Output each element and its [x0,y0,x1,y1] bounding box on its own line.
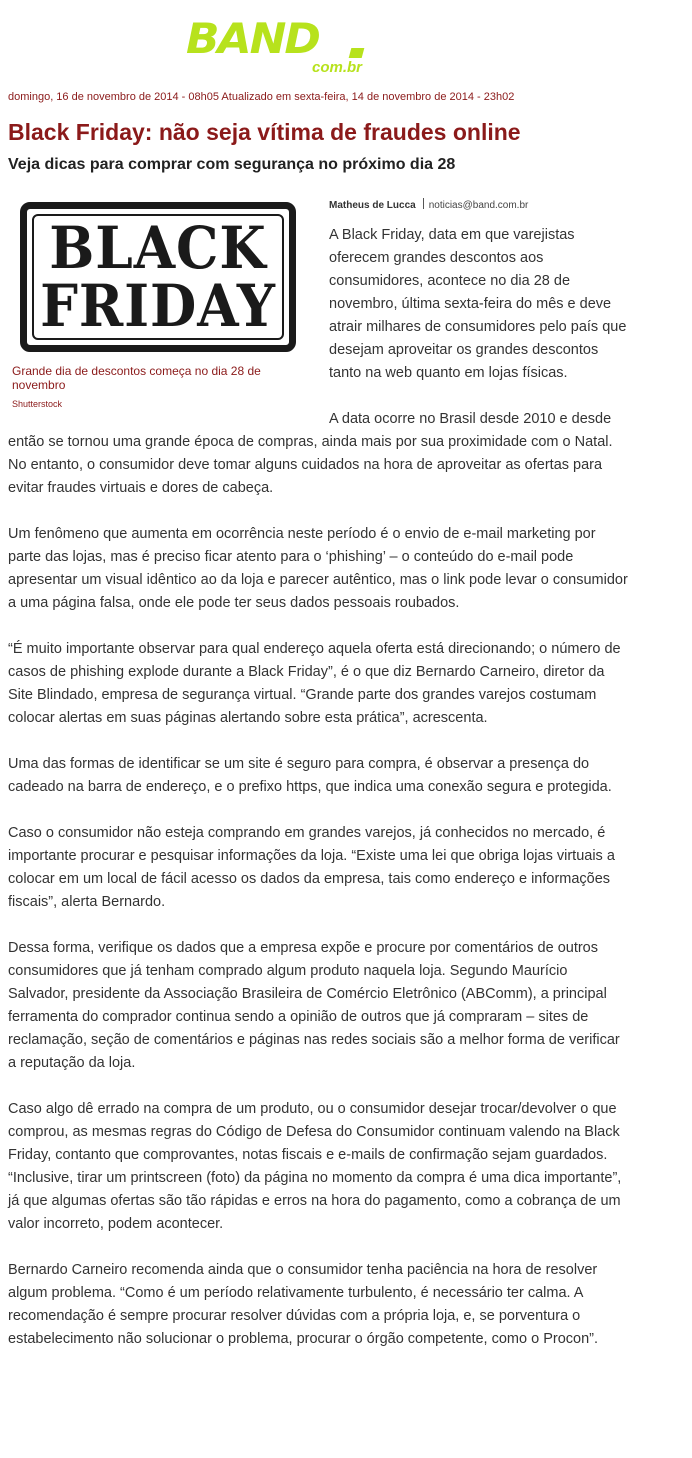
byline [329,198,528,212]
article-paragraph-6: Caso o consumidor não esteja comprando em grandes varejos, já conhecidos no mercado, é importante procurar e pesquisar informações da loja. “Existe uma lei que obriga lojas virtuais a colocar em um local de fácil acesso os dados da empresa, tais como endereço e informações fiscais”, alerta Bernardo. [8,825,615,910]
band-logo[interactable] [186,15,386,78]
article-paragraph-2: A data ocorre no Brasil desde 2010 e desde então se tornou uma grande época de compras, ainda mais por sua proximidade com o Natal. No entanto, o consumidor deve tomar alguns cuidados na hora de aproveitar as ofertas para evitar fraudes virtuais e dores de cabeça. [8,411,613,496]
stamp-text-friday: FRIDAY [40,272,276,340]
headline: Black Friday: não seja vítima de fraudes online [8,119,521,145]
stamp-text-black: BLACK [49,214,267,282]
article-body [8,224,628,1374]
article-paragraph-4: “É muito importante observar para qual endereço aquela oferta está direcionando; o número de casos de phishing explode durante a Black Friday”, é o que diz Bernardo Carneiro, diretor da Site Blindado, empresa de segurança virtual. “Grande parte dos grandes varejos costumam colocar alertas em suas páginas alertando sobre esta prática”, acrescenta. [8,641,621,726]
article-paragraph-1: A Black Friday, data em que varejistas oferecem grandes descontos aos consumidores, acontece no dia 28 de novembro, última sexta-feira do mês e deve atrair milhares de consumidores pelo país que desejam aproveitar os grandes descontos tanto na web quanto em lojas físicas. [329,227,627,381]
dateline: domingo, 16 de novembro de 2014 - 08h05 Atualizado em sexta-feira, 14 de novembro de 2014 - 23h02 [8,91,515,103]
byline-author: Matheus de Lucca [329,200,416,211]
article-paragraph-7: Dessa forma, verifique os dados que a empresa expõe e procure por comentários de outros consumidores que já tenham comprado algum produto naquela loja. Segundo Maurício Salvador, presidente da Associação Brasileira de Comércio Eletrônico (ABComm), a principal ferramenta do comprador continua sendo a opinião de outros que já compraram – sites de reclamação, seção de comentários e páginas nas redes sociais são a melhor forma de verificar a reputação da loja. [8,940,620,1071]
subheadline: Veja dicas para comprar com segurança no próximo dia 28 [8,156,456,173]
article-paragraph-9: Bernardo Carneiro recomenda ainda que o consumidor tenha paciência na hora de resolver algum problema. “Como é um período relativamente turbulento, é necessário ter calma. A recomendação é sempre procurar resolver dúvidas com a própria loja, e, se porventura o estabelecimento não solucionar o problema, procurar o órgão competente, como o Procon”. [8,1262,598,1347]
image-caption: Grande dia de descontos começa no dia 28 de novembro [12,364,261,392]
article-paragraph-3: Um fenômeno que aumenta em ocorrência neste período é o envio de e-mail marketing por parte das lojas, mas é preciso ficar atento para o ‘phishing’ – o conteúdo do e-mail pode apresentar um visual idêntico ao da loja e parecer autêntico, mas o link pode levar o consumidor a uma página falsa, onde ele pode ter seus dados pessoais roubados. [8,526,628,611]
logo-suffix: com.br [312,59,363,76]
logo-dot [349,48,365,58]
article-paragraph-5: Uma das formas de identificar se um site é seguro para compra, é observar a presença do cadeado na barra de endereço, e o prefixo https, que indica uma conexão segura e protegida. [8,756,612,795]
image-credit: Shutterstock [12,399,63,409]
logo-band-text: BAND [186,15,319,64]
byline-email-link[interactable]: noticias@band.com.br [428,200,529,211]
byline-separator [423,198,424,209]
article-paragraph-8: Caso algo dê errado na compra de um produto, ou o consumidor desejar trocar/devolver o que comprou, as mesmas regras do Código de Defesa do Consumidor continuam valendo na Black Friday, contanto que comprovantes, notas fiscais e e-mails de confirmação sejam guardados. “Inclusive, tirar um printscreen (foto) da página no momento da compra é uma dica importante”, já que algumas ofertas são tão rápidas e erros na hora do pagamento, como a cobrança de um valor incorreto, podem acontecer. [8,1101,622,1232]
